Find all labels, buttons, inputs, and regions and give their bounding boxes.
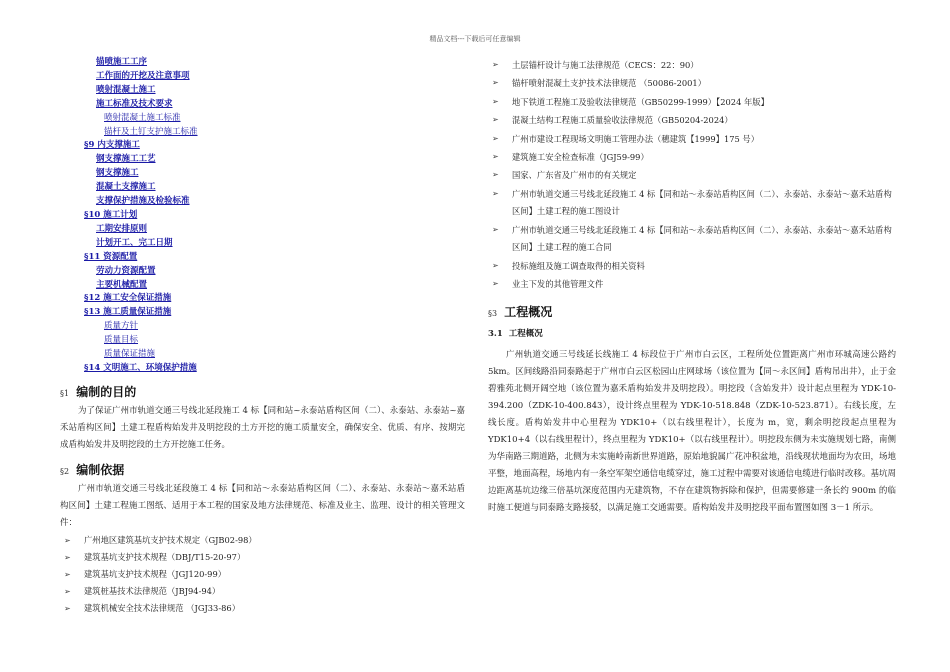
list-item	[60, 549, 465, 566]
list-item	[60, 583, 465, 600]
section-1-heading	[60, 382, 465, 403]
list-item	[488, 275, 896, 293]
toc-link[interactable]: 锚杆及土钉支护施工标准	[104, 126, 198, 137]
arrow-bullet-icon: ➢	[64, 570, 71, 580]
list-item-text: 业主下发的其他管理文件	[512, 279, 604, 290]
list-item-text: 建筑基坑支护技术规程（JGJ120-99）	[84, 569, 227, 580]
list-item-text: 建筑施工安全检查标准（JGJ59-99）	[512, 152, 649, 163]
section-2-heading	[60, 460, 465, 481]
list-item-text: 广州市轨道交通三号线北延段施工 4 标【同和站～永泰站盾构区间（二）、永泰站、永泰站～嘉禾站盾构区间】土建工程的施工合同	[512, 224, 892, 252]
list-item	[488, 221, 896, 257]
section-title: 编制依据	[76, 462, 125, 477]
section-3-body: 广州轨道交通三号线延长线施工 4 标段位于广州市白云区，工程所处位置距离广州市环城高速公路约 5km。区间线路沿同泰路起于广州市白云区松园山庄网球场（该位置为【同～永区间】盾构吊出井），止于金碧雅苑北侧开阔空地（该位置为嘉禾盾构始发井及明挖段）。明挖段（含始发井）设计起点里程为 YDK-10-394.200（ZDK-10-400.843），设计终点里程为 YDK-10-518.848（ZDK-10-523.871）。右线长度，左线长度。盾构始发井中心里程为 YDK10+（以右线里程计），长度为 m，宽，剩余明挖段起点里程为 YDK10+4（以右线里程计），终点里程为 YDK10+（以右线里程计）。明挖段东侧为未实施规划七路，南侧为华南路三期道路，北侧为未实施岭南新世界道路，原始地貌属广花冲积盆地，沿线现状地面均为农田，场地平整，地面高程，场地内有一条空军架空通信电缆穿过，施工过程中需要对该通信电缆进行临时改移。基坑周边距离基坑边缘三倍基坑深度范围内无建筑物，不存在建筑物拆除和保护，但需要修建一条长约 900m 的临时施工便道与同泰路支路接驳，以满足施工交通需要。盾构始发井及明挖段平面布置图如图 3－1 所示。	[488, 349, 897, 513]
subsection-title: 工程概况	[508, 328, 543, 339]
list-item	[488, 185, 896, 221]
list-item	[488, 148, 896, 166]
list-item	[488, 130, 896, 148]
list-item	[60, 600, 465, 617]
arrow-bullet-icon: ➢	[492, 260, 499, 270]
arrow-bullet-icon: ➢	[64, 604, 71, 614]
toc-link[interactable]: 劳动力资源配置	[96, 265, 156, 276]
arrow-bullet-icon: ➢	[492, 96, 499, 106]
list-item-text: 锚杆喷射混凝土支护技术法律规范 （50086-2001）	[512, 78, 706, 89]
toc-link[interactable]: 工作面的开挖及注意事项	[96, 70, 190, 81]
toc-link[interactable]: 计划开工、完工日期	[96, 237, 173, 248]
arrow-bullet-icon: ➢	[492, 133, 499, 143]
arrow-bullet-icon: ➢	[64, 552, 71, 562]
list-item-text: 广州市建设工程现场文明施工管理办法（穗建筑【1999】175 号）	[512, 133, 760, 144]
toc-link[interactable]: 工期安排原则	[96, 223, 148, 234]
section-number: §3	[488, 308, 498, 318]
toc-link[interactable]: §9 内支撑施工	[84, 140, 140, 151]
subsection-number: 3.1	[488, 328, 503, 339]
toc-link[interactable]: 喷射混凝土施工标准	[104, 112, 181, 123]
arrow-bullet-icon: ➢	[492, 224, 499, 234]
toc-link[interactable]: §10 施工计划	[84, 209, 138, 220]
list-item-text: 广州地区建筑基坑支护技术规定（GJB02-98）	[84, 534, 257, 545]
list-item-text: 建筑桩基技术法律规范（JBJ94-94）	[84, 586, 221, 597]
section-2-body: 广州市轨道交通三号线北延段施工 4 标【同和站～永泰站盾构区间（二）、永泰站、永泰站～嘉禾站盾构区间】土建工程施工图纸、适用于本工程的国家及地方法律规范、标准及业主、监理、设计的相关管理文件：	[60, 483, 465, 528]
list-item-text: 投标施组及施工调查取得的相关资料	[512, 260, 645, 271]
toc-link[interactable]: §13 施工质量保证措施	[84, 307, 172, 318]
toc-link[interactable]: 支撑保护措施及检验标准	[96, 196, 190, 207]
list-item-text: 建筑基坑支护技术规程（DBJ/T15-20-97）	[84, 551, 246, 562]
toc-link[interactable]: 主要机械配置	[96, 279, 148, 290]
toc-link[interactable]: 钢支撑施工	[96, 168, 139, 179]
list-item	[488, 56, 896, 74]
toc-link[interactable]: 喷射混凝土施工	[96, 84, 156, 95]
right-column	[488, 56, 896, 517]
section-title: 工程概况	[504, 304, 553, 319]
toc-link[interactable]: 质量目标	[104, 335, 139, 346]
list-item-text: 广州市轨道交通三号线北延段施工 4 标【同和站～永泰站盾构区间（二）、永泰站、永泰站～嘉禾站盾构区间】土建工程的施工图设计	[512, 188, 892, 216]
reference-list	[60, 532, 465, 617]
list-item	[60, 532, 465, 549]
arrow-bullet-icon: ➢	[64, 587, 71, 597]
arrow-bullet-icon: ➢	[492, 115, 499, 125]
toc-link[interactable]: §12 施工安全保证措施	[84, 293, 172, 304]
arrow-bullet-icon: ➢	[492, 152, 499, 162]
toc-link[interactable]: §11 资源配置	[84, 251, 138, 262]
section-3-heading	[488, 302, 896, 323]
arrow-bullet-icon: ➢	[492, 188, 499, 198]
arrow-bullet-icon: ➢	[492, 78, 499, 88]
arrow-bullet-icon: ➢	[492, 170, 499, 180]
list-item-text: 土层锚杆设计与施工法律规范（CECS：22：90）	[512, 60, 699, 70]
list-item-text: 混凝土结构工程施工质量验收法律规范（GB50204-2024）	[512, 115, 733, 126]
list-item	[488, 257, 896, 275]
list-item	[60, 566, 465, 583]
list-item-text: 国家、广东省及广州市的有关规定	[512, 170, 637, 181]
list-item-text: 地下铁道工程施工及验收法律规范（GB50299-1999）【2024 年版】	[512, 96, 769, 107]
list-item	[488, 93, 896, 111]
page-header: 精品文档---下载后可任意编辑	[429, 35, 521, 43]
list-item	[488, 166, 896, 184]
section-title: 编制的目的	[76, 384, 137, 399]
toc-link[interactable]: 施工标准及技术要求	[96, 98, 173, 109]
list-item	[488, 111, 896, 129]
arrow-bullet-icon: ➢	[492, 60, 499, 69]
subsection-3-1-heading	[488, 325, 896, 343]
arrow-bullet-icon: ➢	[64, 535, 71, 545]
section-1-body: 为了保证广州市轨道交通三号线北延段施工 4 标【同和站~永泰站盾构区间（二）、永泰站、永泰站~嘉禾站盾构区间】土建工程盾构始发井及明挖段的土方开挖的施工质量安全，确保安全、优质、有序、按期完成盾构始发井及明挖段的土方开挖施工任务。	[60, 405, 465, 450]
list-item-text: 建筑机械安全技术法律规范 （JGJ33-86）	[84, 603, 240, 614]
left-column	[60, 56, 465, 617]
arrow-bullet-icon: ➢	[492, 279, 499, 289]
toc-link[interactable]: 混凝土支撑施工	[96, 182, 156, 193]
toc-link[interactable]: 钢支撑施工工艺	[96, 154, 156, 165]
toc-link[interactable]: 质量方针	[104, 321, 139, 332]
table-of-contents	[60, 56, 465, 376]
toc-link[interactable]: §14 文明施工、环境保护措施	[84, 362, 197, 373]
toc-link[interactable]: 锚喷施工工序	[96, 57, 148, 67]
list-item	[488, 74, 896, 92]
section-number: §2	[60, 466, 70, 476]
toc-link[interactable]: 质量保证措施	[104, 349, 156, 360]
reference-list-continued	[488, 56, 896, 294]
section-number: §1	[60, 388, 70, 398]
